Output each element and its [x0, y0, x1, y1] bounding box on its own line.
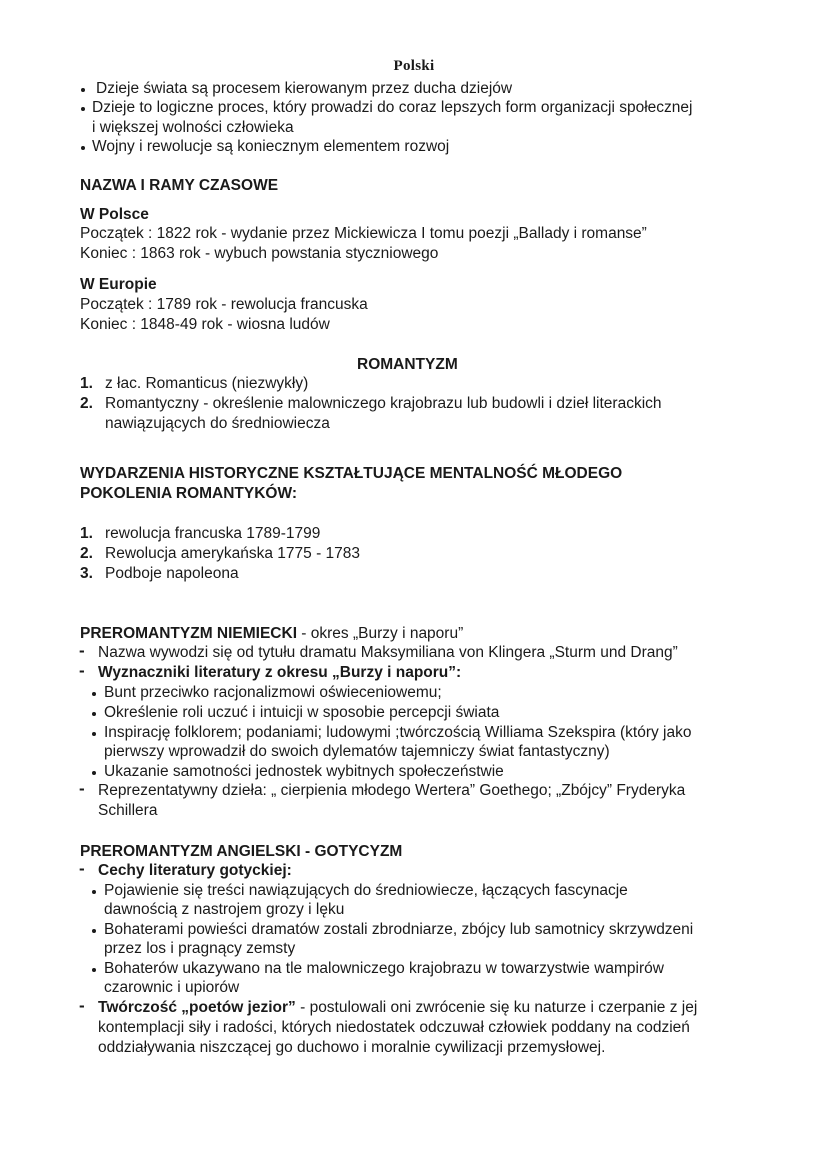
- list-item: Dzieje świata są procesem kierowanym przez ducha dziejów: [96, 80, 513, 97]
- bullet-icon: [81, 107, 85, 111]
- list-item: Dzieje to logiczne proces, który prowadzi do coraz lepszych form organizacji społecznej: [92, 99, 693, 116]
- list-item: Pojawienie się treści nawiązujących do średniowiecze, łączących fascynacje: [104, 882, 628, 899]
- lake-poets-label: Twórczość „poetów jezior”: [98, 999, 296, 1016]
- bullet-icon: [92, 968, 96, 972]
- bullet-icon: [81, 146, 85, 150]
- dash-icon: -: [79, 859, 85, 878]
- list-item: rewolucja francuska 1789-1799: [105, 525, 321, 542]
- list-item-continuation: pierwszy wprowadził do swoich dylematów tajemniczy świat fantastyczny): [104, 743, 610, 760]
- list-number: 1.: [80, 375, 93, 392]
- list-item: z łac. Romanticus (niezwykły): [105, 375, 309, 392]
- bullet-icon: [92, 929, 96, 933]
- section-heading-name: NAZWA I RAMY CZASOWE: [80, 177, 279, 194]
- europe-end: Koniec : 1848-49 rok - wiosna ludów: [80, 316, 330, 333]
- poland-start: Początek : 1822 rok - wydanie przez Mickiewicza I tomu poezji „Ballady i romanse”: [80, 225, 647, 242]
- dash-icon: -: [79, 661, 85, 680]
- europe-label: W Europie: [80, 276, 157, 293]
- bullet-icon: [92, 692, 96, 696]
- list-item: Bohaterami powieści dramatów zostali zbrodniarze, zbójcy lub samotnicy skrzywdzeni: [104, 921, 694, 938]
- section-heading-events-continuation: POKOLENIA ROMANTYKÓW:: [80, 485, 297, 502]
- list-item: Wojny i rewolucje są koniecznym elementem rozwoj: [92, 138, 450, 155]
- list-item: Bohaterów ukazywano na tle malowniczego krajobrazu w towarzystwie wampirów: [104, 960, 664, 977]
- list-number: 2.: [80, 395, 93, 412]
- list-item: Podboje napoleona: [105, 565, 239, 582]
- english-features-label: Cechy literatury gotyckiej:: [98, 862, 292, 879]
- bullet-icon: [92, 771, 96, 775]
- list-item-continuation: czarownic i upiorów: [104, 979, 240, 996]
- europe-start: Początek : 1789 rok - rewolucja francuska: [80, 296, 368, 313]
- lake-poets-text: - postulowali oni zwrócenie się ku naturze i czerpanie z jej: [295, 999, 698, 1016]
- list-item-continuation: dawnością z nastrojem grozy i lęku: [104, 901, 345, 918]
- poland-end: Koniec : 1863 rok - wybuch powstania styczniowego: [80, 245, 439, 262]
- list-item-continuation: nawiązujących do średniowiecza: [105, 415, 330, 432]
- bullet-icon: [81, 88, 85, 92]
- list-item: Ukazanie samotności jednostek wybitnych społeczeństwie: [104, 763, 504, 780]
- list-item: Określenie roli uczuć i intuicji w sposobie percepcji świata: [104, 704, 500, 721]
- lake-poets-continuation: oddziaływania niszczącej go duchowo i moralnie cywilizacji przemysłowej.: [98, 1039, 606, 1056]
- page-title: Polski: [393, 58, 435, 74]
- lake-poets: [98, 998, 697, 1018]
- list-number: 2.: [80, 545, 93, 562]
- german-works: Reprezentatywny dzieła: „ cierpienia młodego Wertera” Goethego; „Zbójcy” Fryderyka: [98, 782, 686, 799]
- list-item-continuation: i większej wolności człowieka: [92, 119, 294, 136]
- section-heading-german: [80, 624, 463, 644]
- german-features-label: Wyznaczniki literatury z okresu „Burzy i naporu”:: [98, 664, 462, 681]
- list-number: 1.: [80, 525, 93, 542]
- poland-label: W Polsce: [80, 206, 149, 223]
- list-number: 3.: [80, 565, 93, 582]
- dash-icon: -: [79, 641, 85, 660]
- list-item: Romantyczny - określenie malowniczego krajobrazu lub budowli i dzieł literackich: [105, 395, 662, 412]
- dash-icon: -: [79, 779, 85, 798]
- section-heading-romanticism: ROMANTYZM: [357, 356, 458, 373]
- section-heading-events: WYDARZENIA HISTORYCZNE KSZTAŁTUJĄCE MENTALNOŚĆ MŁODEGO: [80, 465, 623, 482]
- list-item: Bunt przeciwko racjonalizmowi oświeceniowemu;: [104, 684, 442, 701]
- german-works-continuation: Schillera: [98, 802, 158, 819]
- german-origin: Nazwa wywodzi się od tytułu dramatu Maksymiliana von Klingera „Sturm und Drang”: [98, 644, 678, 661]
- dash-icon: -: [79, 996, 85, 1015]
- bullet-icon: [92, 732, 96, 736]
- list-item: Inspirację folklorem; podaniami; ludowymi ;twórczością Williama Szekspira (który jako: [104, 724, 692, 741]
- section-heading-english: PREROMANTYZM ANGIELSKI - GOTYCYZM: [80, 843, 403, 860]
- bullet-icon: [92, 712, 96, 716]
- section-heading-german-rest: - okres „Burzy i naporu”: [297, 625, 464, 642]
- bullet-icon: [92, 890, 96, 894]
- section-heading-german-bold: PREROMANTYZM NIEMIECKI: [80, 625, 297, 642]
- list-item: Rewolucja amerykańska 1775 - 1783: [105, 545, 361, 562]
- list-item-continuation: przez los i pragnący zemsty: [104, 940, 296, 957]
- lake-poets-continuation: kontemplacji siły i radości, których niedostatek odczuwał człowiek poddany na codzień: [98, 1019, 690, 1036]
